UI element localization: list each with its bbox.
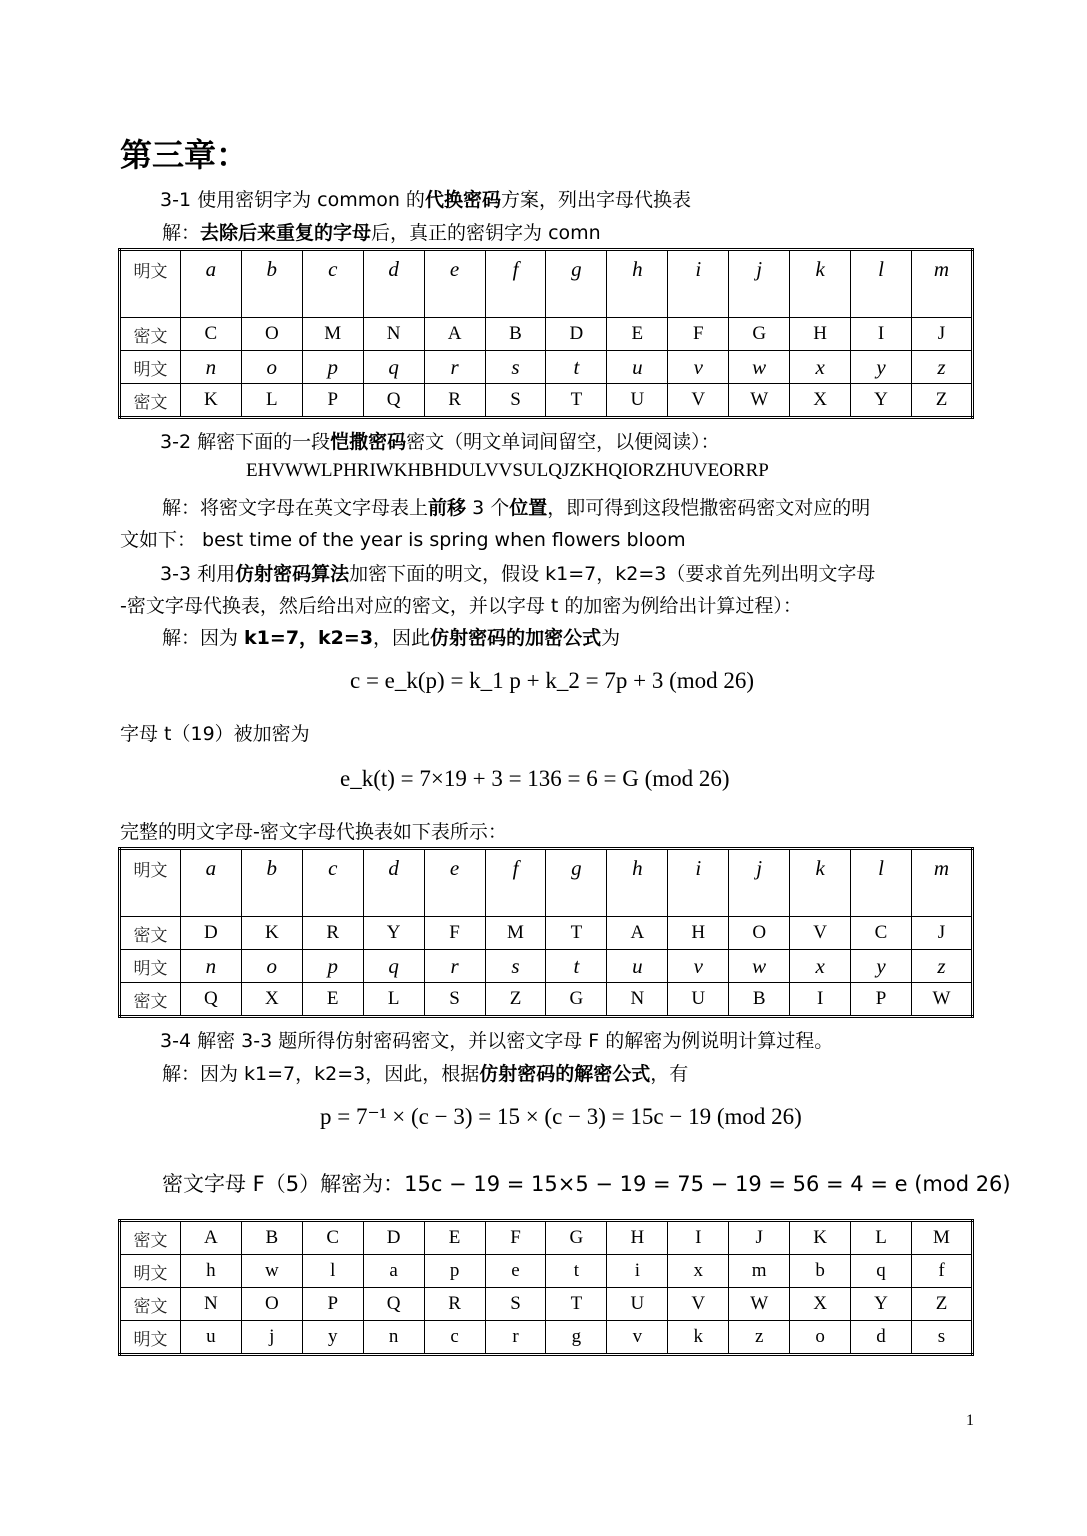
table-cell: O — [729, 917, 790, 950]
table-cell: c — [302, 849, 363, 917]
row-label: 密文 — [120, 318, 181, 351]
row-label: 密文 — [120, 1288, 181, 1321]
question-text: 解密下面的一段 — [197, 431, 331, 453]
table-cell: T — [546, 917, 607, 950]
table-cell: M — [485, 917, 546, 950]
table-row — [120, 1255, 973, 1288]
table-cell: a — [180, 849, 241, 917]
table-cell: i — [607, 1255, 668, 1288]
table-cell: y — [851, 950, 912, 983]
table-cell: V — [668, 1288, 729, 1321]
table-cell: Y — [851, 384, 912, 418]
answer-text: ，即可得到这段恺撒密码密文对应的明 — [547, 497, 871, 519]
answer-bold: 位置 — [509, 497, 548, 519]
table-cell: v — [668, 351, 729, 384]
table-cell: n — [180, 950, 241, 983]
table-cell: X — [790, 1288, 851, 1321]
table-cell: z — [911, 351, 972, 384]
table-cell: f — [485, 250, 546, 318]
row-label: 明文 — [120, 849, 181, 917]
table-cell: A — [607, 917, 668, 950]
table-cell: k — [790, 250, 851, 318]
table-cell: M — [911, 1221, 972, 1255]
row-label: 明文 — [120, 250, 181, 318]
table-cell: v — [607, 1321, 668, 1355]
row-label: 明文 — [120, 1255, 181, 1288]
table-cell: w — [241, 1255, 302, 1288]
answer-bold: 仿射密码的解密公式 — [479, 1063, 651, 1085]
table-cell: T — [546, 384, 607, 418]
question-number: 3-1 — [160, 189, 192, 211]
answer-text: 解：因为 — [162, 627, 245, 649]
table-cell: I — [790, 983, 851, 1017]
table-row — [120, 917, 973, 950]
table-cell: S — [485, 384, 546, 418]
table-cell: k — [668, 1321, 729, 1355]
table-cell: h — [180, 1255, 241, 1288]
letter-t-line: 字母 t（19）被加密为 — [120, 723, 310, 745]
table-cell: K — [241, 917, 302, 950]
table-cell: l — [851, 849, 912, 917]
table-cell: n — [180, 351, 241, 384]
answer-prefix: 解： — [162, 222, 201, 244]
answer-bold: 仿射密码的加密公式 — [430, 627, 602, 649]
table-cell: p — [424, 1255, 485, 1288]
table-cell: N — [180, 1288, 241, 1321]
question-3-3-line2: -密文字母代换表，然后给出对应的密文，并以字母 t 的加密为例给出计算过程）： — [120, 595, 802, 617]
table-cell: X — [241, 983, 302, 1017]
table-cell: G — [729, 318, 790, 351]
table-cell: L — [851, 1221, 912, 1255]
row-label: 明文 — [120, 950, 181, 983]
table-cell: Q — [363, 1288, 424, 1321]
table-cell: y — [302, 1321, 363, 1355]
table-row — [120, 1288, 973, 1321]
row-label: 密文 — [120, 1221, 181, 1255]
table-cell: a — [363, 1255, 424, 1288]
table-cell: z — [729, 1321, 790, 1355]
table-cell: o — [241, 950, 302, 983]
question-bold: 仿射密码算法 — [235, 563, 350, 585]
table-cell: H — [790, 318, 851, 351]
table-cell: I — [851, 318, 912, 351]
table-cell: P — [302, 384, 363, 418]
table-cell: u — [180, 1321, 241, 1355]
table-cell: j — [729, 250, 790, 318]
answer-text: 解：因为 k1=7，k2=3，因此，根据 — [162, 1063, 480, 1085]
table-cell: j — [729, 849, 790, 917]
question-bold: 代换密码 — [424, 189, 501, 211]
table-cell: l — [302, 1255, 363, 1288]
answer-3-1 — [162, 219, 601, 247]
answer-3-2 — [162, 494, 870, 522]
table-cell: l — [851, 250, 912, 318]
row-label: 明文 — [120, 351, 181, 384]
table-cell: X — [790, 384, 851, 418]
table-cell: d — [851, 1321, 912, 1355]
table-cell: t — [546, 351, 607, 384]
table-row — [120, 250, 973, 318]
table-cell: B — [241, 1221, 302, 1255]
table-cell: C — [302, 1221, 363, 1255]
question-3-4 — [160, 1027, 833, 1055]
table-cell: J — [729, 1221, 790, 1255]
table-cell: K — [790, 1221, 851, 1255]
answer-3-2-plaintext: 文如下： best time of the year is spring when flowers bloom — [120, 529, 686, 551]
encryption-example-formula: e_k(t) = 7×19 + 3 = 136 = 6 = G (mod 26) — [340, 766, 730, 791]
table-cell: V — [790, 917, 851, 950]
decryption-example — [162, 1170, 1011, 1198]
substitution-table-2 — [118, 847, 974, 1018]
table-cell: G — [546, 1221, 607, 1255]
question-text: 利用 — [191, 563, 236, 585]
row-label: 密文 — [120, 384, 181, 418]
table-cell: g — [546, 1321, 607, 1355]
table-cell: A — [180, 1221, 241, 1255]
question-text: 解密 3-3 题所得仿射密码密文，并以密文字母 F 的解密为例说明计算过程。 — [191, 1030, 834, 1052]
table-cell: Y — [363, 917, 424, 950]
table-cell: u — [607, 950, 668, 983]
table-cell: D — [546, 318, 607, 351]
table-cell: s — [911, 1321, 972, 1355]
table-cell: o — [790, 1321, 851, 1355]
table-cell: r — [424, 950, 485, 983]
table-cell: V — [668, 384, 729, 418]
substitution-table-1 — [118, 248, 974, 419]
question-text: 密文（明文单词间留空，以便阅读）： — [406, 431, 720, 453]
table-cell: J — [911, 318, 972, 351]
table-cell: L — [363, 983, 424, 1017]
table-cell: D — [363, 1221, 424, 1255]
table-cell: U — [607, 1288, 668, 1321]
table-intro: 完整的明文字母-密文字母代换表如下表所示： — [120, 821, 507, 843]
table-cell: t — [546, 1255, 607, 1288]
table-cell: m — [911, 250, 972, 318]
table-row — [120, 1321, 973, 1355]
decryption-formula: p = 7⁻¹ × (c − 3) = 15 × (c − 3) = 15c − 19 (mod 26) — [320, 1104, 802, 1129]
table-row — [120, 950, 973, 983]
table-cell: O — [241, 1288, 302, 1321]
table-cell: b — [790, 1255, 851, 1288]
table-cell: Z — [485, 983, 546, 1017]
table-cell: b — [241, 250, 302, 318]
question-bold: 恺撒密码 — [330, 431, 407, 453]
table-row — [120, 318, 973, 351]
table-cell: P — [302, 1288, 363, 1321]
question-number: 3-2 — [160, 431, 192, 453]
table-cell: L — [241, 384, 302, 418]
table-cell: d — [363, 250, 424, 318]
answer-text: 为 — [601, 627, 621, 649]
table-cell: S — [485, 1288, 546, 1321]
table-cell: G — [546, 983, 607, 1017]
table-cell: s — [485, 351, 546, 384]
table-cell: R — [424, 384, 485, 418]
table-cell: E — [607, 318, 668, 351]
table-cell: F — [424, 917, 485, 950]
table-cell: s — [485, 950, 546, 983]
table-cell: C — [180, 318, 241, 351]
table-cell: F — [668, 318, 729, 351]
question-text: 使用密钥字为 common 的 — [197, 189, 425, 211]
table-cell: u — [607, 351, 668, 384]
table-cell: d — [363, 849, 424, 917]
row-label: 密文 — [120, 917, 181, 950]
table-cell: v — [668, 950, 729, 983]
table-cell: x — [790, 950, 851, 983]
table-cell: x — [790, 351, 851, 384]
table-cell: e — [424, 250, 485, 318]
table-cell: E — [302, 983, 363, 1017]
table-cell: e — [424, 849, 485, 917]
table-cell: z — [911, 950, 972, 983]
table-cell: i — [668, 250, 729, 318]
table-cell: N — [607, 983, 668, 1017]
row-label: 密文 — [120, 983, 181, 1017]
table-cell: e — [485, 1255, 546, 1288]
table-cell: y — [851, 351, 912, 384]
table-cell: k — [790, 849, 851, 917]
table-cell: C — [851, 917, 912, 950]
caesar-ciphertext: EHVWWLPHRIWKHBHDULVVSULQJZKHQIORZHUVEORRP — [246, 460, 769, 481]
table-cell: F — [485, 1221, 546, 1255]
table-cell: A — [424, 318, 485, 351]
table-cell: w — [729, 351, 790, 384]
question-number: 3-4 — [160, 1030, 192, 1052]
table-cell: Z — [911, 1288, 972, 1321]
table-cell: q — [363, 950, 424, 983]
table-cell: K — [180, 384, 241, 418]
table-cell: Q — [363, 384, 424, 418]
table-cell: W — [729, 1288, 790, 1321]
answer-text: 3 个 — [466, 497, 510, 519]
table-cell: O — [241, 318, 302, 351]
table-cell: m — [911, 849, 972, 917]
table-cell: g — [546, 849, 607, 917]
table-cell: f — [485, 849, 546, 917]
answer-bold: k1=7，k2=3 — [244, 627, 374, 649]
table-cell: h — [607, 250, 668, 318]
table-cell: w — [729, 950, 790, 983]
question-3-3 — [160, 560, 875, 588]
answer-bold: 前移 — [428, 497, 467, 519]
answer-text: 解：将密文字母在英文字母表上 — [162, 497, 429, 519]
table-cell: j — [241, 1321, 302, 1355]
table-cell: c — [424, 1321, 485, 1355]
answer-3-3 — [162, 624, 620, 652]
answer-bold: 去除后来重复的字母 — [200, 222, 372, 244]
decryption-table — [118, 1219, 974, 1356]
answer-text: ，有 — [650, 1063, 689, 1085]
question-3-1 — [160, 186, 691, 214]
table-cell: S — [424, 983, 485, 1017]
table-cell: p — [302, 351, 363, 384]
table-row — [120, 983, 973, 1017]
table-cell: P — [851, 983, 912, 1017]
decryption-example-text: 密文字母 F（5）解密为：15c − 19 = 15×5 − 19 = 75 − 19 = 56 = 4 = e (mod 26) — [162, 1172, 1011, 1196]
table-cell: q — [851, 1255, 912, 1288]
table-cell: U — [668, 983, 729, 1017]
question-text: 加密下面的明文，假设 k1=7，k2=3（要求首先列出明文字母 — [349, 563, 876, 585]
question-text: 方案，列出字母代换表 — [500, 189, 691, 211]
table-cell: R — [424, 1288, 485, 1321]
question-3-2 — [160, 428, 720, 456]
table-cell: h — [607, 849, 668, 917]
table-cell: W — [729, 384, 790, 418]
table-cell: N — [363, 318, 424, 351]
answer-text: ，因此 — [373, 627, 431, 649]
table-row — [120, 384, 973, 418]
table-cell: t — [546, 950, 607, 983]
encryption-formula: c = e_k(p) = k_1 p + k_2 = 7p + 3 (mod 26) — [350, 668, 755, 693]
table-cell: o — [241, 351, 302, 384]
table-cell: E — [424, 1221, 485, 1255]
table-cell: T — [546, 1288, 607, 1321]
table-cell: D — [180, 917, 241, 950]
table-cell: n — [363, 1321, 424, 1355]
table-cell: Q — [180, 983, 241, 1017]
table-cell: R — [302, 917, 363, 950]
table-cell: U — [607, 384, 668, 418]
table-cell: q — [363, 351, 424, 384]
table-row — [120, 849, 973, 917]
table-cell: B — [485, 318, 546, 351]
table-cell: Z — [911, 384, 972, 418]
table-cell: x — [668, 1255, 729, 1288]
table-cell: a — [180, 250, 241, 318]
table-cell: H — [607, 1221, 668, 1255]
table-cell: M — [302, 318, 363, 351]
table-cell: r — [485, 1321, 546, 1355]
table-cell: B — [729, 983, 790, 1017]
table-cell: W — [911, 983, 972, 1017]
answer-text: 后，真正的密钥字为 comn — [371, 222, 601, 244]
chapter-title: 第三章： — [120, 136, 249, 174]
table-cell: i — [668, 849, 729, 917]
table-cell: f — [911, 1255, 972, 1288]
table-cell: b — [241, 849, 302, 917]
table-cell: p — [302, 950, 363, 983]
table-row — [120, 1221, 973, 1255]
answer-3-4 — [162, 1060, 688, 1088]
question-number: 3-3 — [160, 563, 192, 585]
table-cell: c — [302, 250, 363, 318]
table-cell: J — [911, 917, 972, 950]
table-cell: H — [668, 917, 729, 950]
table-row — [120, 351, 973, 384]
table-cell: Y — [851, 1288, 912, 1321]
table-cell: g — [546, 250, 607, 318]
page-number: 1 — [966, 1412, 974, 1429]
row-label: 明文 — [120, 1321, 181, 1355]
table-cell: I — [668, 1221, 729, 1255]
table-cell: r — [424, 351, 485, 384]
table-cell: m — [729, 1255, 790, 1288]
